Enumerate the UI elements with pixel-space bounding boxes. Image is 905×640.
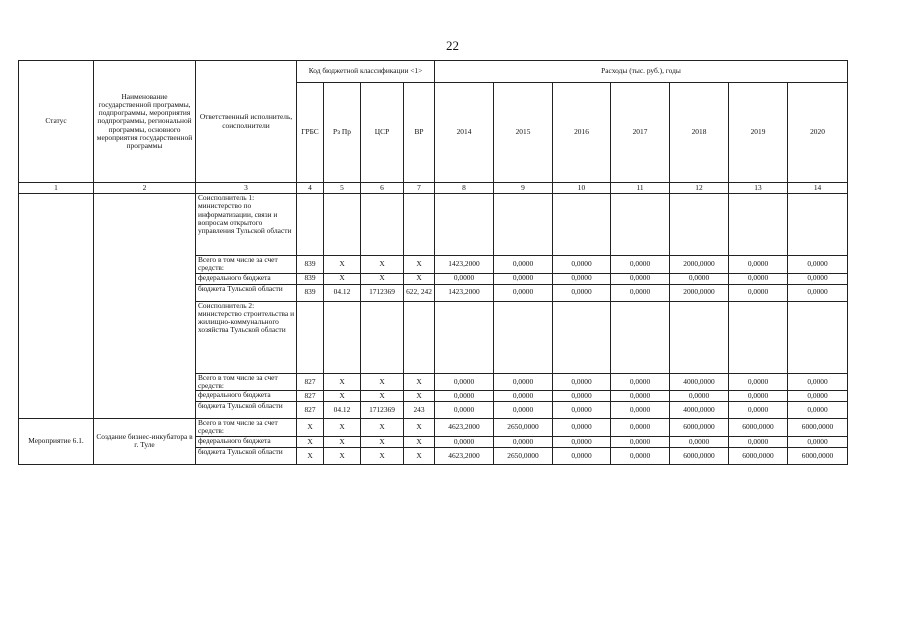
column-number: 13: [729, 183, 788, 194]
grbs-cell: X: [297, 436, 324, 447]
value-cell: 0,0000: [611, 373, 670, 391]
budget-table: [18, 60, 848, 465]
header-csr: ЦСР: [361, 83, 404, 183]
column-number: 5: [324, 183, 361, 194]
csr-cell: X: [361, 373, 404, 391]
empty-cell: [361, 194, 404, 256]
value-cell: 2650,0000: [494, 419, 553, 437]
empty-cell: [670, 194, 729, 256]
value-cell: 4623,2000: [435, 419, 494, 437]
header-year: 2015: [494, 83, 553, 183]
value-cell: 1423,2000: [435, 256, 494, 274]
header-year: 2014: [435, 83, 494, 183]
vr-cell: X: [404, 436, 435, 447]
funding-label: федерального бюджета: [196, 436, 297, 447]
header-rzpr: Рз Пр: [324, 83, 361, 183]
value-cell: 0,0000: [788, 402, 848, 419]
rzpr-cell: X: [324, 436, 361, 447]
empty-cell: [297, 194, 324, 256]
column-number: 11: [611, 183, 670, 194]
column-number: 14: [788, 183, 848, 194]
status-cell-empty: [19, 194, 94, 419]
empty-cell: [788, 301, 848, 373]
csr-cell: 1712369: [361, 284, 404, 301]
column-number: 6: [361, 183, 404, 194]
value-cell: 0,0000: [435, 273, 494, 284]
value-cell: 0,0000: [729, 436, 788, 447]
name-cell-empty: [94, 194, 196, 419]
empty-cell: [404, 194, 435, 256]
empty-cell: [494, 194, 553, 256]
grbs-cell: 839: [297, 256, 324, 274]
value-cell: 0,0000: [553, 447, 611, 464]
grbs-cell: X: [297, 447, 324, 464]
value-cell: 0,0000: [611, 447, 670, 464]
column-number: 10: [553, 183, 611, 194]
column-number: 2: [94, 183, 196, 194]
vr-cell: X: [404, 447, 435, 464]
value-cell: 0,0000: [729, 256, 788, 274]
csr-cell: X: [361, 391, 404, 402]
column-number: 7: [404, 183, 435, 194]
csr-cell: X: [361, 256, 404, 274]
column-number: 12: [670, 183, 729, 194]
page-number: 22: [446, 38, 459, 53]
grbs-cell: 839: [297, 273, 324, 284]
funding-label: бюджета Тульской области: [196, 284, 297, 301]
header-year: 2017: [611, 83, 670, 183]
rzpr-cell: X: [324, 447, 361, 464]
value-cell: 0,0000: [670, 436, 729, 447]
header-year: 2016: [553, 83, 611, 183]
rzpr-cell: X: [324, 273, 361, 284]
rzpr-cell: X: [324, 256, 361, 274]
empty-cell: [611, 194, 670, 256]
value-cell: 6000,0000: [788, 447, 848, 464]
vr-cell: X: [404, 391, 435, 402]
executor-title: Соисполнитель 2: министерство строительства и жилищно-коммунального хозяйства Тульской области: [196, 301, 297, 373]
empty-cell: [670, 301, 729, 373]
column-number: 1: [19, 183, 94, 194]
value-cell: 0,0000: [670, 391, 729, 402]
empty-cell: [729, 194, 788, 256]
empty-cell: [611, 301, 670, 373]
value-cell: 2000,0000: [670, 256, 729, 274]
grbs-cell: 827: [297, 402, 324, 419]
value-cell: 0,0000: [788, 373, 848, 391]
empty-cell: [361, 301, 404, 373]
header-grbs: ГРБС: [297, 83, 324, 183]
empty-cell: [324, 194, 361, 256]
column-number-row: [19, 183, 848, 194]
vr-cell: 243: [404, 402, 435, 419]
value-cell: 0,0000: [729, 373, 788, 391]
value-cell: 0,0000: [788, 284, 848, 301]
header-budget-code: Код бюджетной классификации <1>: [297, 61, 435, 83]
empty-cell: [435, 194, 494, 256]
value-cell: 0,0000: [494, 391, 553, 402]
funding-label: Всего в том числе за счет средств:: [196, 419, 297, 437]
empty-cell: [553, 194, 611, 256]
value-cell: 0,0000: [670, 273, 729, 284]
value-cell: 0,0000: [729, 402, 788, 419]
header-expenses: Расходы (тыс. руб.), годы: [435, 61, 848, 83]
grbs-cell: 827: [297, 373, 324, 391]
column-number: 8: [435, 183, 494, 194]
empty-cell: [788, 194, 848, 256]
value-cell: 0,0000: [553, 284, 611, 301]
value-cell: 0,0000: [553, 419, 611, 437]
funding-label: федерального бюджета: [196, 391, 297, 402]
value-cell: 0,0000: [553, 256, 611, 274]
value-cell: 0,0000: [553, 391, 611, 402]
rzpr-cell: 04.12: [324, 402, 361, 419]
value-cell: 2650,0000: [494, 447, 553, 464]
value-cell: 0,0000: [788, 256, 848, 274]
grbs-cell: 827: [297, 391, 324, 402]
value-cell: 0,0000: [611, 402, 670, 419]
funding-label: бюджета Тульской области: [196, 447, 297, 464]
header-status: Статус: [19, 61, 94, 183]
csr-cell: X: [361, 419, 404, 437]
value-cell: 0,0000: [611, 256, 670, 274]
header-name: Наименование государственной программы, подпрограммы, мероприятия подпрограммы, региональной программы, основного мероприятия государственной программы: [94, 61, 196, 183]
funding-label: бюджета Тульской области: [196, 402, 297, 419]
column-number: 4: [297, 183, 324, 194]
value-cell: 0,0000: [553, 373, 611, 391]
value-cell: 6000,0000: [670, 447, 729, 464]
value-cell: 4000,0000: [670, 402, 729, 419]
funding-label: Всего в том числе за счет средств:: [196, 256, 297, 274]
activity-name: Создание бизнес-инкубатора в г. Туле: [94, 419, 196, 465]
funding-label: Всего в том числе за счет средств:: [196, 373, 297, 391]
vr-cell: X: [404, 273, 435, 284]
value-cell: 0,0000: [494, 373, 553, 391]
value-cell: 0,0000: [494, 256, 553, 274]
empty-cell: [553, 301, 611, 373]
value-cell: 0,0000: [788, 436, 848, 447]
value-cell: 0,0000: [435, 402, 494, 419]
rzpr-cell: X: [324, 373, 361, 391]
value-cell: 0,0000: [611, 436, 670, 447]
value-cell: 0,0000: [788, 273, 848, 284]
value-cell: 0,0000: [611, 284, 670, 301]
value-cell: 4623,2000: [435, 447, 494, 464]
value-cell: 0,0000: [788, 391, 848, 402]
rzpr-cell: X: [324, 419, 361, 437]
executor-title-row: [19, 194, 848, 256]
value-cell: 0,0000: [553, 402, 611, 419]
value-cell: 0,0000: [729, 391, 788, 402]
vr-cell: X: [404, 419, 435, 437]
value-cell: 6000,0000: [788, 419, 848, 437]
value-cell: 0,0000: [611, 273, 670, 284]
empty-cell: [297, 301, 324, 373]
value-cell: 0,0000: [553, 273, 611, 284]
value-cell: 2000,0000: [670, 284, 729, 301]
empty-cell: [494, 301, 553, 373]
header-responsible: Ответственный исполнитель, соисполнители: [196, 61, 297, 183]
value-cell: 1423,2000: [435, 284, 494, 301]
funding-label: федерального бюджета: [196, 273, 297, 284]
value-cell: 0,0000: [611, 419, 670, 437]
vr-cell: X: [404, 373, 435, 391]
csr-cell: X: [361, 436, 404, 447]
column-number: 9: [494, 183, 553, 194]
empty-cell: [435, 301, 494, 373]
value-cell: 0,0000: [435, 391, 494, 402]
csr-cell: X: [361, 447, 404, 464]
value-cell: 0,0000: [494, 284, 553, 301]
value-cell: 0,0000: [494, 402, 553, 419]
empty-cell: [404, 301, 435, 373]
csr-cell: 1712369: [361, 402, 404, 419]
empty-cell: [324, 301, 361, 373]
value-cell: 0,0000: [494, 436, 553, 447]
value-cell: 6000,0000: [729, 419, 788, 437]
value-cell: 0,0000: [729, 284, 788, 301]
table-row: [19, 419, 848, 437]
value-cell: 4000,0000: [670, 373, 729, 391]
rzpr-cell: 04.12: [324, 284, 361, 301]
value-cell: 0,0000: [553, 436, 611, 447]
empty-cell: [729, 301, 788, 373]
grbs-cell: 839: [297, 284, 324, 301]
value-cell: 0,0000: [729, 273, 788, 284]
csr-cell: X: [361, 273, 404, 284]
vr-cell: 622, 242: [404, 284, 435, 301]
value-cell: 0,0000: [435, 373, 494, 391]
header-year: 2018: [670, 83, 729, 183]
value-cell: 0,0000: [611, 391, 670, 402]
header-year: 2019: [729, 83, 788, 183]
value-cell: 0,0000: [435, 436, 494, 447]
executor-title: Соисполнитель 1: министерство по информатизации, связи и вопросам открытого управления Тульской области: [196, 194, 297, 256]
header-year: 2020: [788, 83, 848, 183]
value-cell: 6000,0000: [670, 419, 729, 437]
grbs-cell: X: [297, 419, 324, 437]
column-number: 3: [196, 183, 297, 194]
value-cell: 6000,0000: [729, 447, 788, 464]
header-vr: ВР: [404, 83, 435, 183]
activity-status: Мероприятие 6.1.: [19, 419, 94, 465]
vr-cell: X: [404, 256, 435, 274]
value-cell: 0,0000: [494, 273, 553, 284]
rzpr-cell: X: [324, 391, 361, 402]
